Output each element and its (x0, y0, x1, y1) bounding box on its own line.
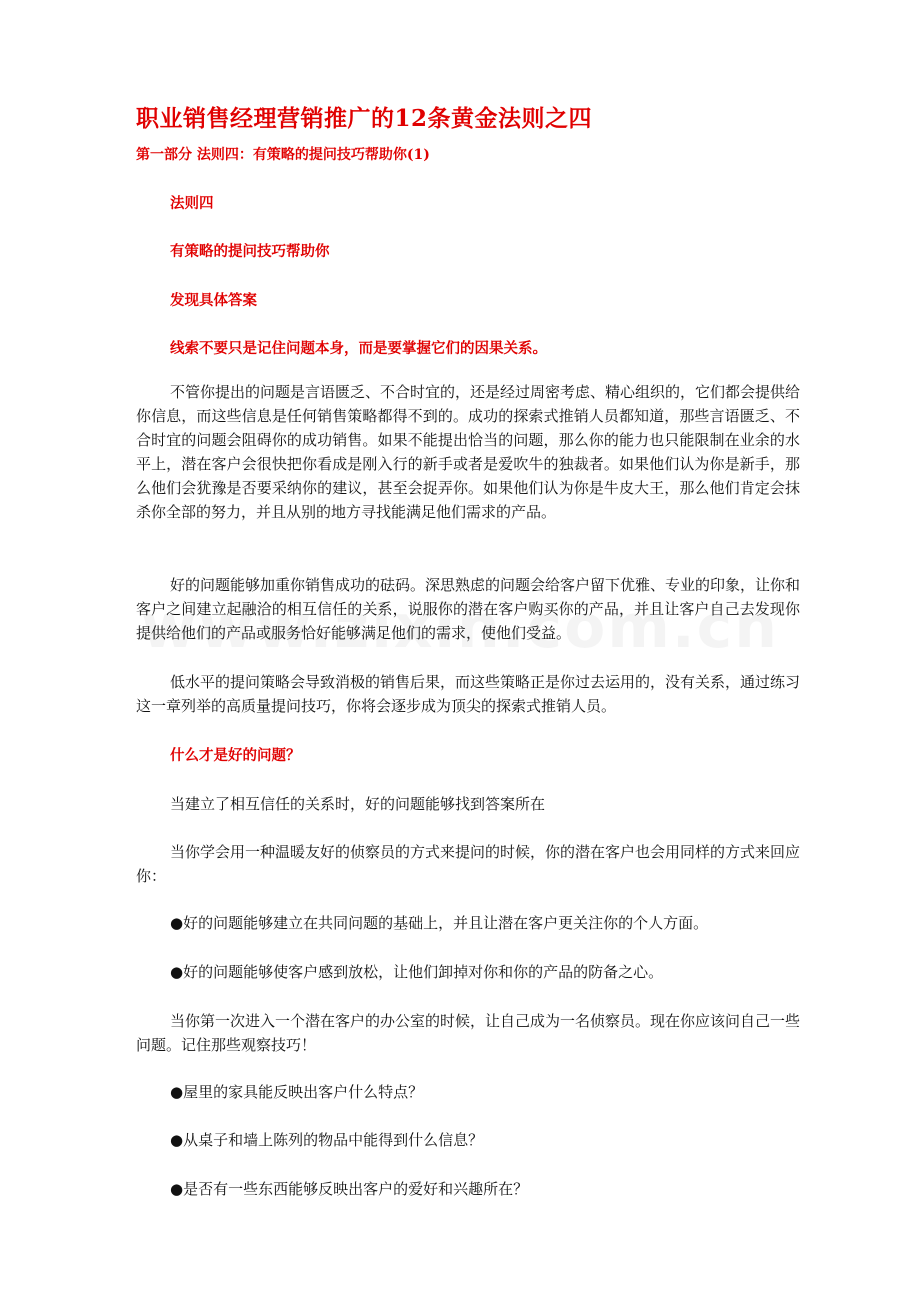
document-subtitle: 第一部分 法则四：有策略的提问技巧帮助你(1) (136, 147, 430, 163)
bullet-5: ●是否有一些东西能够反映出客户的爱好和兴趣所在？ (170, 1180, 529, 1198)
bullet-4: ●从桌子和墙上陈列的物品中能得到什么信息？ (170, 1131, 484, 1149)
bullet-2: ●好的问题能够使客户感到放松，让他们卸掉对你和你的产品的防备之心。 (170, 963, 664, 981)
heading-rule: 法则四 (170, 195, 214, 212)
heading-find-answer: 发现具体答案 (170, 292, 257, 309)
bullet-1: ●好的问题能够建立在共同问题的基础上，并且让潜在客户更关注你的个人方面。 (170, 914, 709, 932)
paragraph-1: 不管你提出的问题是言语匮乏、不合时宜的，还是经过周密考虑、精心组织的，它们都会提供给你信息，而这些信息是任何销售策略都得不到的。成功的探索式推销人员都知道，那些言语匮乏、不合时宜的问题会阻碍你的成功销售。如果不能提出恰当的问题，那么你的能力也只能限制在业余的水平上，潜在客户会很快把你看成是刚入行的新手或者是爱吹牛的独裁者。如果他们认为你是新手，那么他们会犹豫是否要采纳你的建议，甚至会捉弄你。如果他们认为你是牛皮大王，那么他们肯定会抹杀你全部的努力，并且从别的地方寻找能满足他们需求的产品。 (136, 383, 801, 521)
paragraph-4: 当建立了相互信任的关系时，好的问题能够找到答案所在 (170, 795, 546, 813)
document-title: 职业销售经理营销推广的12条黄金法则之四 (136, 105, 593, 132)
heading-good-question: 什么才是好的问题？ (170, 747, 301, 764)
heading-rule-name: 有策略的提问技巧帮助你 (170, 243, 330, 260)
paragraph-2: 好的问题能够加重你销售成功的砝码。深思熟虑的问题会给客户留下优雅、专业的印象，让你和客户之间建立起融洽的相互信任的关系，说服你的潜在客户购买你的产品，并且让客户自己去发现你提供给他们的产品或服务恰好能够满足他们的需求，使他们受益。 (136, 576, 801, 642)
bullet-3: ●屋里的家具能反映出客户什么特点？ (170, 1083, 424, 1101)
heading-clue: 线索不要只是记住问题本身，而是要掌握它们的因果关系。 (170, 340, 547, 357)
paragraph-5: 当你学会用一种温暖友好的侦察员的方式来提问的时候，你的潜在客户也会用同样的方式来回应你： (136, 843, 801, 885)
paragraph-3: 低水平的提问策略会导致消极的销售后果，而这些策略正是你过去运用的，没有关系，通过练习这一章列举的高质量提问技巧，你将会逐步成为顶尖的探索式推销人员。 (136, 673, 801, 715)
paragraph-6: 当你第一次进入一个潜在客户的办公室的时候，让自己成为一名侦察员。现在你应该问自己一些问题。记住那些观察技巧！ (136, 1012, 801, 1054)
